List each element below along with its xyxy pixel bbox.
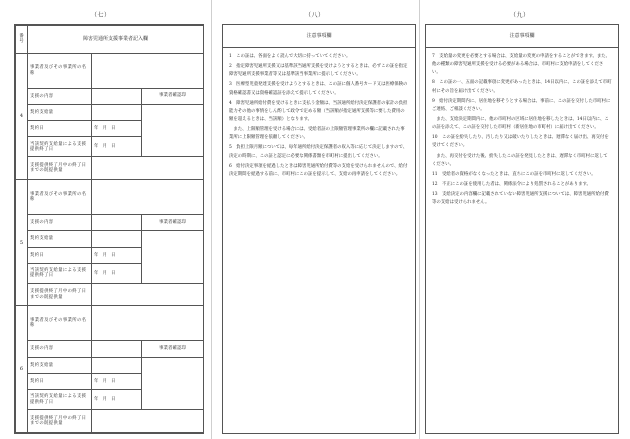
- business-name-label: 事業者及びその事業所の名称: [28, 179, 92, 214]
- note-item: また、上限額管理を受ける場合には、受給者証の上限額管理事業所の欄に記載された事業所に上限額管理を依頼してください。: [229, 127, 405, 141]
- support-content-label: 支援の内容: [28, 215, 92, 231]
- page-number-7: （七）: [91, 12, 111, 19]
- end-date-label: 当該契約支給量による支援提供終了日: [28, 390, 92, 410]
- monthly-used-field[interactable]: [92, 283, 204, 306]
- note-item: 7 支給量の変更を必要とする場合は、支給量の変更の申請をすることができます。また、他の種類の障害児通所支援を受ける必要がある場合は、市町村に支給申請をしてください。: [432, 54, 611, 76]
- form-title: 障害児通所支援事業者記入欄: [28, 26, 204, 54]
- notes-title: 注意事項欄: [426, 25, 618, 48]
- note-item: 12 不正にこの証を使用した者は、関係法令により処罰されることがあります。: [432, 181, 591, 187]
- business-name-field[interactable]: [92, 306, 204, 341]
- contract-amount-label: 契約支給量: [28, 231, 92, 247]
- contract-date-field[interactable]: 年 月 日: [92, 121, 142, 137]
- contract-date-label: 契約日: [28, 247, 92, 263]
- end-date-label: 当該契約支給量による支援提供終了日: [28, 263, 92, 283]
- notes-body: [426, 48, 618, 207]
- notes-panel-1: [222, 24, 416, 434]
- monthly-used-label: 支援提供終了月中の終了日までの既提供量: [28, 410, 92, 433]
- number-header: 番号: [16, 26, 28, 54]
- business-name-field[interactable]: [92, 179, 204, 214]
- note-item: 11 受給者の資格がなくなったときは、直ちにこの証を市町村に返してください。: [432, 171, 596, 177]
- note-item: 2 指定障害児通所支援又は基準該当通所支援を受けようとするときは、必ずこの証を指定障害児通所支援事業者等又は基準該当事業所に提示してください。: [229, 64, 408, 78]
- page-number-8: （八）: [305, 12, 325, 19]
- support-content-field[interactable]: [92, 341, 142, 357]
- page-number-9: （九）: [510, 12, 530, 19]
- fold-line: [211, 0, 212, 439]
- note-item: 9 給付決定期間内に、居住地を移そうとする場合は、事前に、この証を交付した市町村にご連絡、ご相談ください。: [432, 98, 611, 112]
- note-item: 4 障害児通所給付費を受けるときに支払う金額は、当該通所給付決定保護者の家計の負担能力その他の事情をしん酌して政令で定める額（当該額が指定通所支援等に要した費用の額を超えるときは、当該額）となります。: [229, 100, 408, 122]
- support-content-field[interactable]: [92, 88, 142, 104]
- note-item: 3 医療型児童発達支援を受けようとするときは、この証に個人番号カード又は医療保険の資格確認書又は資格確認証を添えて提示してください。: [229, 82, 408, 96]
- note-item: 5 負担上限月額については、毎年通所給付決定保護者の収入等に応じて決定しますので、決定の時期に、この証と認定に必要な関係書類を市町村に提出してください。: [229, 145, 408, 159]
- note-item: また、再交付を受けた後、紛失したこの証を発見したときは、遅滞なく市町村に返してください。: [432, 153, 608, 167]
- end-date-field[interactable]: 年 月 日: [92, 390, 142, 410]
- contract-date-label: 契約日: [28, 373, 92, 389]
- support-content-label: 支援の内容: [28, 341, 92, 357]
- notes-panel-2: [425, 24, 619, 434]
- monthly-used-field[interactable]: [92, 410, 204, 433]
- note-item: 1 この証は、各面をよく読んで大切に持っていてください。: [229, 54, 351, 59]
- notes-body: [223, 48, 415, 179]
- section-number: 6: [16, 306, 28, 433]
- support-content-label: 支援の内容: [28, 88, 92, 104]
- provider-entry-table: [15, 25, 204, 433]
- end-date-field[interactable]: 年 月 日: [92, 137, 142, 157]
- monthly-used-field[interactable]: [92, 157, 204, 180]
- contract-date-label: 契約日: [28, 121, 92, 137]
- end-date-field[interactable]: 年 月 日: [92, 263, 142, 283]
- provider-stamp-label: 事業者確認印: [142, 88, 204, 104]
- note-item: また、支給決定期間内に、他の市町村の区域に居住地を移したときは、14日以内に、この証を添えて、この証を交付した市町村（新居住地の市町村）に届け出てください。: [432, 116, 609, 131]
- provider-stamp-field[interactable]: [142, 231, 204, 284]
- monthly-used-label: 支援提供終了月中の終了日までの既提供量: [28, 157, 92, 180]
- provider-stamp-label: 事業者確認印: [142, 341, 204, 357]
- note-item: 8 この証の一、五面の記載事項に変更があったときは、14日以内に、この証を添えて市町村にその旨を届け出てください。: [432, 80, 612, 94]
- provider-stamp-field[interactable]: [142, 357, 204, 410]
- fold-line: [419, 0, 420, 439]
- business-name-label: 事業者及びその事業所の名称: [28, 53, 92, 88]
- section-number: 4: [16, 53, 28, 179]
- note-item: 10 この証を紛失したり、汚したり又は破いたりしたときは、遅滞なく届け出、再交付を受けてください。: [432, 135, 609, 149]
- end-date-label: 当該契約支給量による支援提供終了日: [28, 137, 92, 157]
- notes-title: 注意事項欄: [223, 25, 415, 48]
- contract-date-field[interactable]: 年 月 日: [92, 247, 142, 263]
- note-item: 13 支給決定の内容欄に記載されていない障害児通所支援については、障害児通所給付費等の支給は受けられません。: [432, 192, 609, 206]
- contract-amount-field[interactable]: [92, 104, 142, 120]
- monthly-used-label: 支援提供終了月中の終了日までの既提供量: [28, 283, 92, 306]
- contract-amount-label: 契約支給量: [28, 357, 92, 373]
- provider-stamp-field[interactable]: [142, 104, 204, 157]
- provider-stamp-label: 事業者確認印: [142, 215, 204, 231]
- contract-date-field[interactable]: 年 月 日: [92, 373, 142, 389]
- contract-amount-field[interactable]: [92, 231, 142, 247]
- business-name-label: 事業者及びその事業所の名称: [28, 306, 92, 341]
- section-number: 5: [16, 179, 28, 305]
- provider-entry-panel: [14, 24, 204, 434]
- business-name-field[interactable]: [92, 53, 204, 88]
- contract-amount-field[interactable]: [92, 357, 142, 373]
- contract-amount-label: 契約支給量: [28, 104, 92, 120]
- support-content-field[interactable]: [92, 215, 142, 231]
- note-item: 6 給付決定事項を経過したときは障害児通所給付費等の支給を受けられませんので、給付決定期間を経過する前に、市町村にこの証を提示して、支給の再申請をしてください。: [229, 163, 408, 177]
